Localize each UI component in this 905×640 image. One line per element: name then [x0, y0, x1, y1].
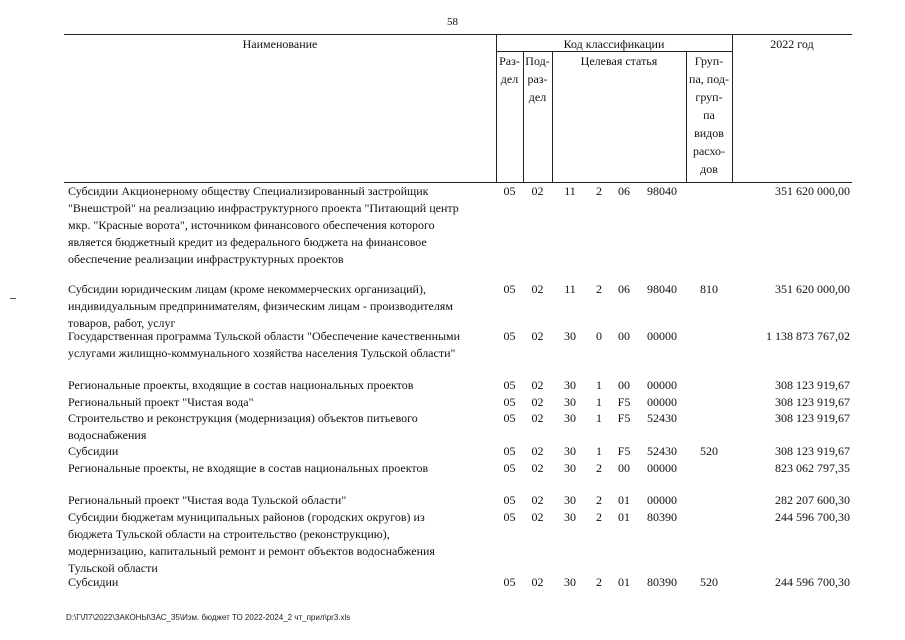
row-name-line: бюджета Тульской области на строительство (реконструкцию), — [68, 527, 390, 541]
header-name: Наименование — [242, 37, 318, 51]
code-cell-t2: 0 — [596, 329, 602, 343]
header-vid-line: Груп- — [694, 54, 724, 68]
row-name — [68, 410, 496, 444]
code-cell-t2: 1 — [596, 378, 602, 392]
code-cell-t3: 00 — [618, 378, 630, 392]
code-cell-t1: 30 — [564, 411, 576, 425]
code-cell-rz: 05 — [503, 493, 516, 507]
header-vid — [686, 52, 732, 178]
code-cell-rz: 05 — [503, 461, 516, 475]
row-name-line: индивидуальным предпринимателям, физическим лицам - производителям — [68, 299, 453, 313]
col-line — [732, 34, 733, 182]
code-cell-vr: 810 — [700, 282, 718, 296]
code-cell-pr: 02 — [531, 378, 544, 392]
row-name — [68, 509, 496, 577]
code-cell-pr: 02 — [531, 184, 544, 198]
code-cell-pr: 02 — [531, 493, 544, 507]
code-cell-pr: 02 — [531, 395, 544, 409]
code-cell-t3: 01 — [618, 510, 630, 524]
code-cell-rz: 05 — [503, 184, 516, 198]
code-cell-t2: 2 — [596, 282, 602, 296]
code-cell-pr: 02 — [531, 461, 544, 475]
code-cell-rz: 05 — [503, 411, 516, 425]
code-cell-t1: 30 — [564, 510, 576, 524]
header-code-group: Код классификации — [563, 37, 665, 51]
code-cell-vr: 520 — [700, 444, 718, 458]
amount-cell: 282 207 600,30 — [775, 493, 850, 507]
header-podrazdel-line: Под- — [525, 54, 550, 68]
code-cell-t1: 30 — [564, 575, 576, 589]
code-cell-t4: 00000 — [647, 329, 677, 343]
row-name-line: товаров, работ, услуг — [68, 316, 176, 330]
row-name-line: Субсидии бюджетам муниципальных районов (городских округов) из — [68, 510, 425, 524]
row-name — [68, 574, 496, 591]
header-vid-line: видов — [694, 126, 724, 140]
code-cell-t4: 98040 — [647, 184, 677, 198]
code-cell-rz: 05 — [503, 378, 516, 392]
row-name-line: Тульской области — [68, 561, 158, 575]
code-cell-t1: 30 — [564, 378, 576, 392]
code-cell-t4: 80390 — [647, 575, 677, 589]
amount-cell: 1 138 873 767,02 — [766, 329, 850, 343]
code-cell-t1: 30 — [564, 461, 576, 475]
code-cell-t3: 00 — [618, 329, 630, 343]
row-name-line: Субсидии Акционерному обществу Специализированный застройщик — [68, 184, 429, 198]
code-cell-t1: 30 — [564, 444, 576, 458]
row-name-line: Субсидии — [68, 575, 119, 589]
row-name-line: является бюджетный кредит из федерального бюджета на финансовое — [68, 235, 427, 249]
code-cell-t2: 2 — [596, 575, 602, 589]
header-year: 2022 год — [770, 37, 814, 51]
header-vid-line: дов — [700, 162, 718, 176]
code-cell-t3: 01 — [618, 575, 630, 589]
row-name — [68, 492, 496, 509]
code-cell-pr: 02 — [531, 510, 544, 524]
row-name — [68, 394, 496, 411]
code-cell-t4: 00000 — [647, 461, 677, 475]
code-cell-t3: F5 — [617, 395, 631, 409]
page-number: 58 — [447, 16, 458, 28]
header-podrazdel-line: дел — [528, 90, 547, 104]
row-name-line: обеспечение реализации инфраструктурных проектов — [68, 252, 344, 266]
amount-cell: 823 062 797,35 — [775, 461, 850, 475]
code-cell-pr: 02 — [531, 282, 544, 296]
code-cell-t3: F5 — [617, 444, 631, 458]
code-cell-rz: 05 — [503, 329, 516, 343]
code-cell-rz: 05 — [503, 510, 516, 524]
row-name-line: Субсидии — [68, 444, 119, 458]
row-name-line: Региональный проект "Чистая вода Тульской области" — [68, 493, 347, 507]
header-vid-line: па — [703, 108, 715, 122]
amount-cell: 308 123 919,67 — [775, 444, 850, 458]
code-cell-t4: 00000 — [647, 395, 677, 409]
margin-mark — [10, 298, 16, 299]
amount-cell: 244 596 700,30 — [775, 510, 850, 524]
code-cell-pr: 02 — [531, 575, 544, 589]
col-line — [552, 51, 553, 182]
row-name-line: Субсидии юридическим лицам (кроме некоммерческих организаций), — [68, 282, 426, 296]
code-cell-t4: 00000 — [647, 378, 677, 392]
amount-cell: 244 596 700,30 — [775, 575, 850, 589]
header-razdel — [496, 52, 523, 88]
code-cell-t3: F5 — [617, 411, 631, 425]
code-cell-rz: 05 — [503, 575, 516, 589]
row-name-line: Региональные проекты, входящие в состав национальных проектов — [68, 378, 414, 392]
code-cell-t2: 1 — [596, 411, 602, 425]
amount-cell: 351 620 000,00 — [775, 282, 850, 296]
header-target: Целевая статья — [580, 54, 658, 68]
code-cell-rz: 05 — [503, 444, 516, 458]
row-name — [68, 443, 496, 460]
file-path-footer: D:\Г\Л7\2022\ЗАКОНЫ\ЗАС_35\Изм. бюджет ТО 2022-2024_2 чт_прил\pr3.xls — [66, 613, 351, 622]
code-cell-pr: 02 — [531, 411, 544, 425]
row-name — [68, 328, 496, 362]
table-header — [64, 34, 852, 182]
code-cell-t4: 80390 — [647, 510, 677, 524]
code-cell-vr: 520 — [700, 575, 718, 589]
row-name-line: Региональные проекты, не входящие в состав национальных проектов — [68, 461, 429, 475]
row-name — [68, 460, 496, 477]
row-name-line: Строительство и реконструкция (модернизация) объектов питьевого — [68, 411, 418, 425]
code-cell-t1: 11 — [564, 184, 576, 198]
code-cell-t4: 00000 — [647, 493, 677, 507]
code-cell-t2: 2 — [596, 184, 602, 198]
code-cell-t1: 11 — [564, 282, 576, 296]
code-cell-t2: 1 — [596, 395, 602, 409]
amount-cell: 308 123 919,67 — [775, 395, 850, 409]
code-cell-t1: 30 — [564, 329, 576, 343]
code-cell-t2: 2 — [596, 461, 602, 475]
row-name-line: "Внешстрой" на реализацию инфраструктурного проекта "Питающий центр — [68, 201, 459, 215]
code-cell-t3: 00 — [618, 461, 630, 475]
row-name-line: модернизацию, капитальный ремонт и ремонт объектов водоснабжения — [68, 544, 435, 558]
header-razdel-line: дел — [500, 72, 519, 86]
row-name-line: услугами жилищно-коммунального хозяйства населения Тульской области" — [68, 346, 456, 360]
code-cell-rz: 05 — [503, 395, 516, 409]
row-name-line: Региональный проект "Чистая вода" — [68, 395, 254, 409]
code-cell-t2: 2 — [596, 493, 602, 507]
row-name-line: водоснабжения — [68, 428, 147, 442]
header-vid-line: расхо- — [692, 144, 726, 158]
code-cell-t4: 52430 — [647, 444, 677, 458]
code-cell-t1: 30 — [564, 395, 576, 409]
code-cell-t3: 01 — [618, 493, 630, 507]
header-vid-line: па, под- — [689, 72, 729, 86]
header-podrazdel — [523, 52, 552, 106]
code-cell-t1: 30 — [564, 493, 576, 507]
amount-cell: 308 123 919,67 — [775, 378, 850, 392]
code-cell-rz: 05 — [503, 282, 516, 296]
row-name — [68, 377, 496, 394]
header-podrazdel-line: раз- — [527, 72, 548, 86]
amount-cell: 351 620 000,00 — [775, 184, 850, 198]
code-cell-t2: 2 — [596, 510, 602, 524]
row-name — [68, 281, 496, 332]
row-name-line: Государственная программа Тульской области "Обеспечение качественными — [68, 329, 461, 343]
row-name — [68, 183, 496, 268]
code-cell-t2: 1 — [596, 444, 602, 458]
code-cell-pr: 02 — [531, 444, 544, 458]
header-razdel-line: Раз- — [499, 54, 520, 68]
code-cell-t3: 06 — [618, 282, 630, 296]
amount-cell: 308 123 919,67 — [775, 411, 850, 425]
code-cell-t3: 06 — [618, 184, 630, 198]
row-name-line: мкр. "Красные ворота", источником финансового обеспечения которого — [68, 218, 435, 232]
header-vid-line: груп- — [695, 90, 723, 104]
code-cell-t4: 98040 — [647, 282, 677, 296]
code-cell-t4: 52430 — [647, 411, 677, 425]
code-cell-pr: 02 — [531, 329, 544, 343]
